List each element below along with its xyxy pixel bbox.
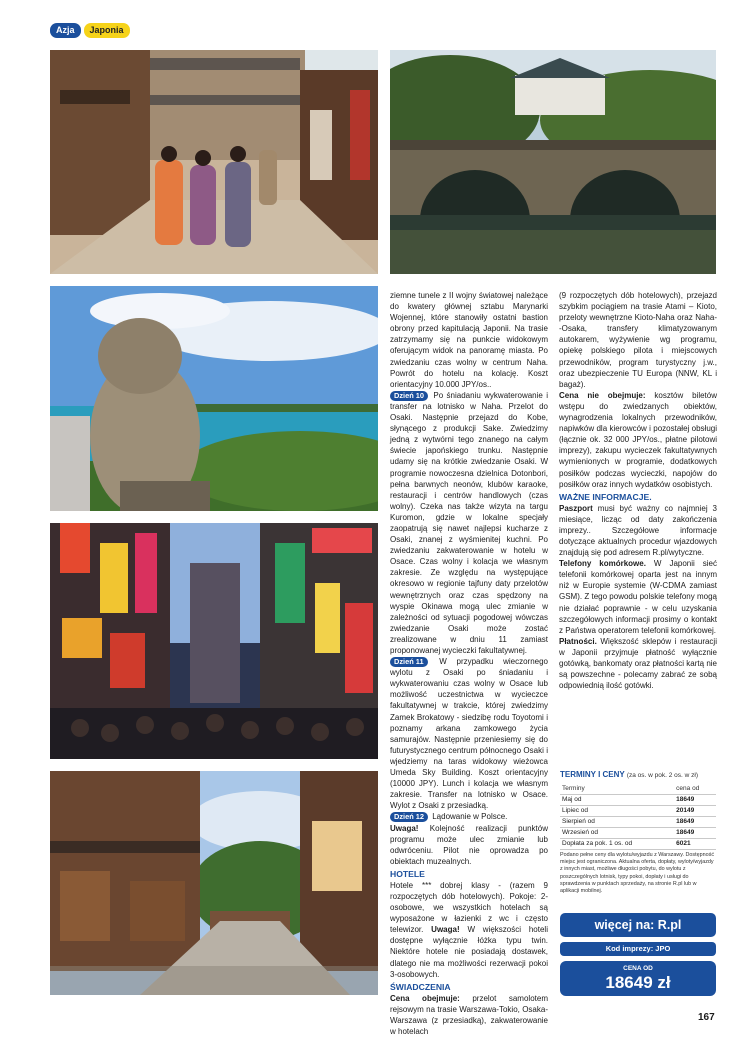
price-from-amount: 18649 zł xyxy=(605,973,671,992)
uwaga-paragraph xyxy=(390,823,548,867)
osaka-dotonbori-photo xyxy=(50,523,378,759)
telefony-text: W Japonii sieć telefonii komórkowej oparta jest na innym niż w Europie systemie (W-CDMA zamiast GSM). Z tego powodu polskie telefony mogą nie działać poprawnie - w celu uzyskania szczegółowych informacji prosimy o kontakt z Państwa operatorem telefonii komórkowej. xyxy=(559,559,717,635)
prices-header-price: cena od xyxy=(674,784,716,795)
day10-badge: Dzień 10 xyxy=(390,391,428,401)
price-cell: 20149 xyxy=(674,806,716,817)
edo-street-photo xyxy=(50,50,378,274)
imperial-bridge-photo xyxy=(390,50,716,274)
day12-paragraph xyxy=(390,811,548,822)
cena-obejmuje-paragraph xyxy=(390,993,548,1037)
day12-badge: Dzień 12 xyxy=(390,812,428,822)
day11-text: W przypadku wieczornego wylotu z Osaki po śniadaniu i wykwaterowaniu czas wolny w Osace lub możliwość uczestnictwa w wycieczce fakultatywnej w trakcie, której zwiedzimy Zamek Brokatowy - siedzibę rodu Toyotomi i poznamy arkana zamkowego życia samurajów. Następnie przeniesiemy się do futurystycznego centrum północnego Osaki i wjedziemy na taras widokowy wieżowca Umeda Sky Building. Koszt orientacyjny (10000 JPY). Lunch i kolacja we własnym zakresie. Transfer na lotnisko w Osace. Wylot z Osaki z przesiadką. xyxy=(390,657,548,811)
wazne-heading: WAŻNE INFORMACJE. xyxy=(559,491,652,502)
hotele-uwaga-label: Uwaga! xyxy=(431,925,460,935)
price-cell: 6021 xyxy=(674,839,716,850)
prices-subtitle: (za os. w pok. 2 os. w zł) xyxy=(626,772,699,779)
cena-obejmuje-label: Cena obejmuje: xyxy=(390,993,460,1003)
platnosci-label: Płatności. xyxy=(559,636,597,646)
paszport-label: Paszport xyxy=(559,503,593,513)
hotele-heading: HOTELE xyxy=(390,868,425,879)
day9-continuation: ziemne tunele z II wojny światowej należące do kwatery głównej sztabu Marynarki Wojennej, które stanowiły ostatni bastion obrony przed kapitulacją Japonii. Na trasie zatrzymamy się na punkcie widokowym oferującym widok na panoramę miasta. Po zwiedzaniu czas wolny w centrum Naha. Powrót do hotelu na kolację. Koszt orientacyjny 10.000 JPY/os.. xyxy=(390,291,548,389)
cena-nie-label: Cena nie obejmuje: xyxy=(559,390,646,400)
term-cell: Dopłata za pok. 1 os. od xyxy=(560,839,674,850)
day11-badge: Dzień 11 xyxy=(390,657,428,667)
term-cell: Sierpień od xyxy=(560,817,674,828)
price-from-label: CENA OD xyxy=(623,965,653,972)
swiadczenia-heading: ŚWIADCZENIA xyxy=(390,981,451,992)
day10-paragraph xyxy=(390,390,548,656)
uwaga-text: Kolejność realizacji punktów programu może ulec zmianie lub odwróceniu. Pilot nie oprowadza po obiektach muzealnych. xyxy=(390,823,548,866)
platnosci-text: Większość sklepów i restauracji w Japonii przyjmuje płatność wyłącznie gotówką, bankomaty oraz płatności kartą nie są powszechne - polecamy zabrać ze sobą odpowiednią ilość gotówki. xyxy=(559,636,717,691)
table-row xyxy=(560,828,716,839)
hotele-text: Hotele *** dobrej klasy - (razem 9 rozpoczętych dób hotelowych). Pokoje: 2-osobowe, we wszystkich hotelach są wyposażone w łazienki z wc i często telewizor. xyxy=(390,880,548,935)
cena-obejmuje-text: przelot samolotem rejsowym na trasie Warszawa-Tokio, Osaka-Warszawa (z przesiadką), zakwaterowanie w hotelach xyxy=(390,993,548,1036)
info-column xyxy=(559,290,717,691)
breadcrumb xyxy=(50,23,130,38)
kyoto-old-street-photo xyxy=(50,771,378,995)
itinerary-column xyxy=(390,290,548,1037)
price-cell: 18649 xyxy=(674,828,716,839)
paszport-text: musi być ważny co najmniej 3 miesiące, licząc od daty zakończenia imprezy.. Szczegółowe informacje dotyczące aktualnych procedur wjazdowych znajdują się pod adresem R.pl/wytyczne. xyxy=(559,503,717,558)
cena-nie-text: kosztów biletów wstępu do zwiedzanych obiektów, wynagrodzenia lokalnych przewodników, napiwków dla kierowców i pozostałej obsługi (łącznie ok. 32 000 JPY/os., płatne pilotowi imprezy), zakupu wycieczek fakultatywnych wymienionych w programie, dodatkowych posiłków podczas wycieczki, napojów do posiłków oraz innych wydatków osobistych. xyxy=(559,390,717,489)
trip-code-badge: Kod imprezy: JPO xyxy=(560,942,716,956)
price-cell: 18649 xyxy=(674,817,716,828)
telefony-paragraph xyxy=(559,558,717,636)
region-tag: Azja xyxy=(50,23,81,38)
shisa-lion-photo xyxy=(50,286,378,511)
price-from-box xyxy=(560,961,716,996)
uwaga-label: Uwaga! xyxy=(390,823,419,833)
term-cell: Lipiec od xyxy=(560,806,674,817)
day11-paragraph xyxy=(390,656,548,811)
prices-note: Podano pełne ceny dla wylotu/wyjazdu z Warszawy. Dostępność miejsc jest ograniczona. Aktualna oferta, dopłaty, wyloty/wyjazdy z innych miast, możliwe długości pobytu, do wylotu z poszczególnych lotnisk, typy pokoi, dopłaty i usługi do sprawdzenia w punktach sprzedaży, na stronie R.pl lub w aplikacji mobilnej. xyxy=(560,852,715,895)
cena-nie-paragraph xyxy=(559,390,717,490)
hotele-paragraph xyxy=(390,880,548,980)
table-row xyxy=(560,795,716,806)
day12-text: Lądowanie w Polsce. xyxy=(432,812,508,822)
paszport-paragraph xyxy=(559,503,717,558)
country-tag: Japonia xyxy=(84,23,130,38)
table-row xyxy=(560,806,716,817)
telefony-label: Telefony komórkowe. xyxy=(559,559,646,569)
table-row xyxy=(560,817,716,828)
page-number: 167 xyxy=(698,1012,715,1023)
table-row xyxy=(560,839,716,850)
prices-table xyxy=(560,784,716,850)
prices-heading xyxy=(560,770,698,779)
term-cell: Maj od xyxy=(560,795,674,806)
day10-text: Po śniadaniu wykwaterowanie i transfer na lotnisko w Naha. Przelot do Osaki. Następnie przejazd do Kobe, słynącego z produkcji Sake. Zwiedzimy jedną z wytwórni tego znanego na całym świecie japońskiego trunku. Następnie udamy się na krótkie zwiedzanie Osaki. W programie nowoczesna dzielnica Dotonbori, pełna barwnych neonów, klubów karaoke, restauracji i centrów handlowych (czas wolny). Czeka nas także wizyta na targu Kuromon, gdzie w lokalne specjały zaopatrują się nawet najlepsi kucharze z Osaki, znanej z wyśmienitej kuchni. Po zwiedzaniu zakwaterowanie w hotelu w Osace. Czas wolny i kolacja we własnym zakresie. Ze względu na występujące okresowo w regionie tajfuny daty przelotów wewnętrznych oraz czas spędzony na wyspie Okinawa mogą ulec zmianie w zależności od sytuacji pogodowej wówczas zwiedzanie Osaki może zostać zrealizowane w dniu 11 zamiast proponowanej wycieczki fakultatywnej. xyxy=(390,390,548,655)
hotele-uwaga-text: W większości hoteli dostępne wyłącznie łóżka typu twin. Niektóre hotele nie posiadają dostawek, dlatego nie ma możliwości rezerwacji pokoi 3-osobowych. xyxy=(390,925,548,979)
prices-title: TERMINY I CENY xyxy=(560,770,625,779)
prices-header-row xyxy=(560,784,716,795)
price-cell: 18649 xyxy=(674,795,716,806)
more-info-button[interactable]: więcej na: R.pl xyxy=(560,913,716,937)
prices-header-term: Terminy xyxy=(560,784,674,795)
cena-obejmuje-continuation: (9 rozpoczętych dób hotelowych), przejazd szybkim pociągiem na trasie Atami – Kioto, przeloty wewnętrzne Kioto-Naha oraz Naha--Osaka, transfery klimatyzowanym autokarem, wyżywienie wg programu, opiekę polskiego pilota i miejscowych przewodników, program turystyczny j.w., oraz ubezpieczenie TU Europa (NNW, KL i bagaż). xyxy=(559,291,717,389)
term-cell: Wrzesień od xyxy=(560,828,674,839)
platnosci-paragraph xyxy=(559,636,717,691)
